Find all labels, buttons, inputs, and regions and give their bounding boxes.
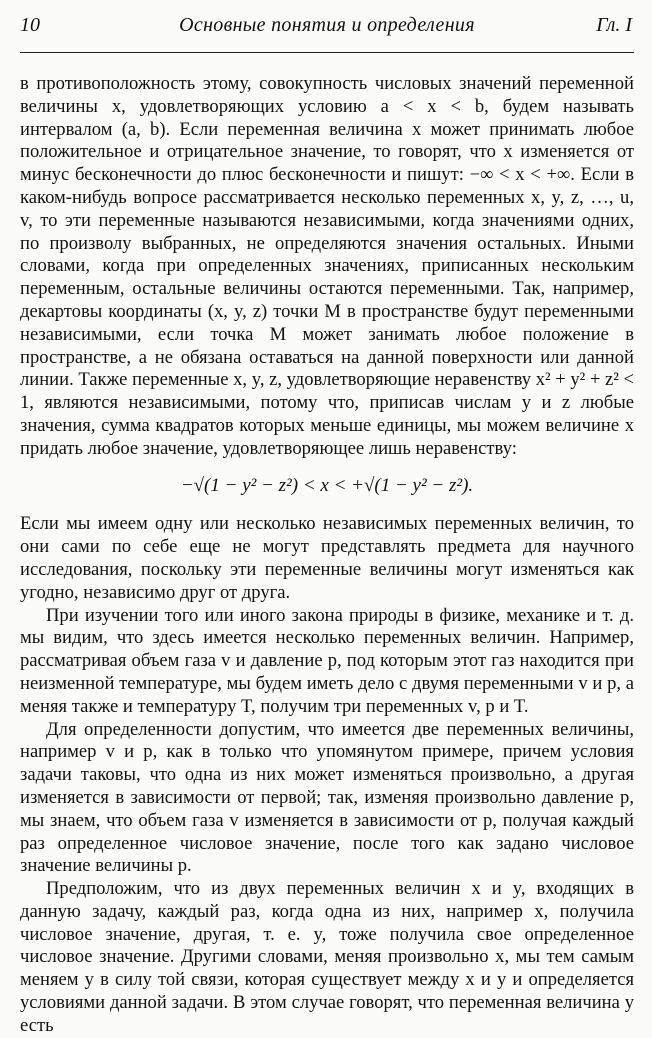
running-title: Основные понятия и определения xyxy=(179,14,475,36)
paragraph-4: Для определенности допустим, что имеется две переменных величины, например v и p, как в только что упомянутом примере, причем условия задачи таковы, что одна из них может изменяться произвольно, а другая изменяется в зависимости от первой; так, изменяя произвольно давление p, мы знаем, что объем газа v изменяется в зависимости от p, получая каждый раз определенное числовое значение, после того как задано числовое значение величины p. xyxy=(20,718,634,877)
paragraph-5: Предположим, что из двух переменных величин x и y, входящих в данную задачу, каждый раз, когда одна из них, например x, получила числовое значение, другая, т. е. y, тоже получила свое определенное числовое значение. Другими словами, меняя произвольно x, мы тем самым меняем y в силу той связи, которая существует между x и y и определяется условиями данной задачи. В этом случае говорят, что переменная величина y есть xyxy=(20,878,634,1036)
page-number: 10 xyxy=(20,14,40,36)
page-body xyxy=(20,73,634,1038)
chapter-label: Гл. I xyxy=(596,14,632,36)
header-rule xyxy=(20,52,634,53)
paragraph-1: в противоположность этому, совокупность числовых значений переменной величины x, удовлетворяющих условию a < x < b, будем называть интервалом (a, b). Если переменная величина x может принимать любое положительное и отрицательное значение, то говорят, что x изменяется от минус бесконечности до плюс бесконечности и пишут: −∞ < x < +∞. Если в каком-нибудь вопросе рассматривается несколько переменных x, y, z, …, u, v, то эти переменные называются независимыми, когда значениями одних, по произволу выбранных, не определяются значения остальных. Иными словами, когда при определенных значениях, приписанных нескольким переменным, остальные величины остаются переменными. Так, например, декартовы координаты (x, y, z) точки M в пространстве будут переменными независимыми, если точка M может занимать любое положение в пространстве, а не обязана оставаться на данной поверхности или данной линии. Также переменные x, y, z, удовлетворяющие неравенству x² + y² + z² < 1, являются независимыми, потому что, приписав числам y и z любые значения, сумма квадратов которых меньше единицы, мы можем величине x придать любое значение, удовлетворяющее лишь неравенству: xyxy=(20,73,634,459)
paragraph-2: Если мы имеем одну или несколько независимых переменных величин, то они сами по себе еще не могут представлять предмета для научного исследования, поскольку эти переменные величины могут изменяться как угодно, независимо друг от друга. xyxy=(20,513,634,603)
paragraph-3: При изучении того или иного закона природы в физике, механике и т. д. мы видим, что здесь имеется несколько переменных величин. Например, рассматривая объем газа v и давление p, под которым этот газ находится при неизменной температуре, мы будем иметь дело с двумя переменными v и p, а меняя также и температуру T, получим три переменных v, p и T. xyxy=(20,604,634,717)
inequality-formula: −√(1 − y² − z²) < x < +√(1 − y² − z²). xyxy=(180,474,474,496)
running-header xyxy=(20,14,634,42)
